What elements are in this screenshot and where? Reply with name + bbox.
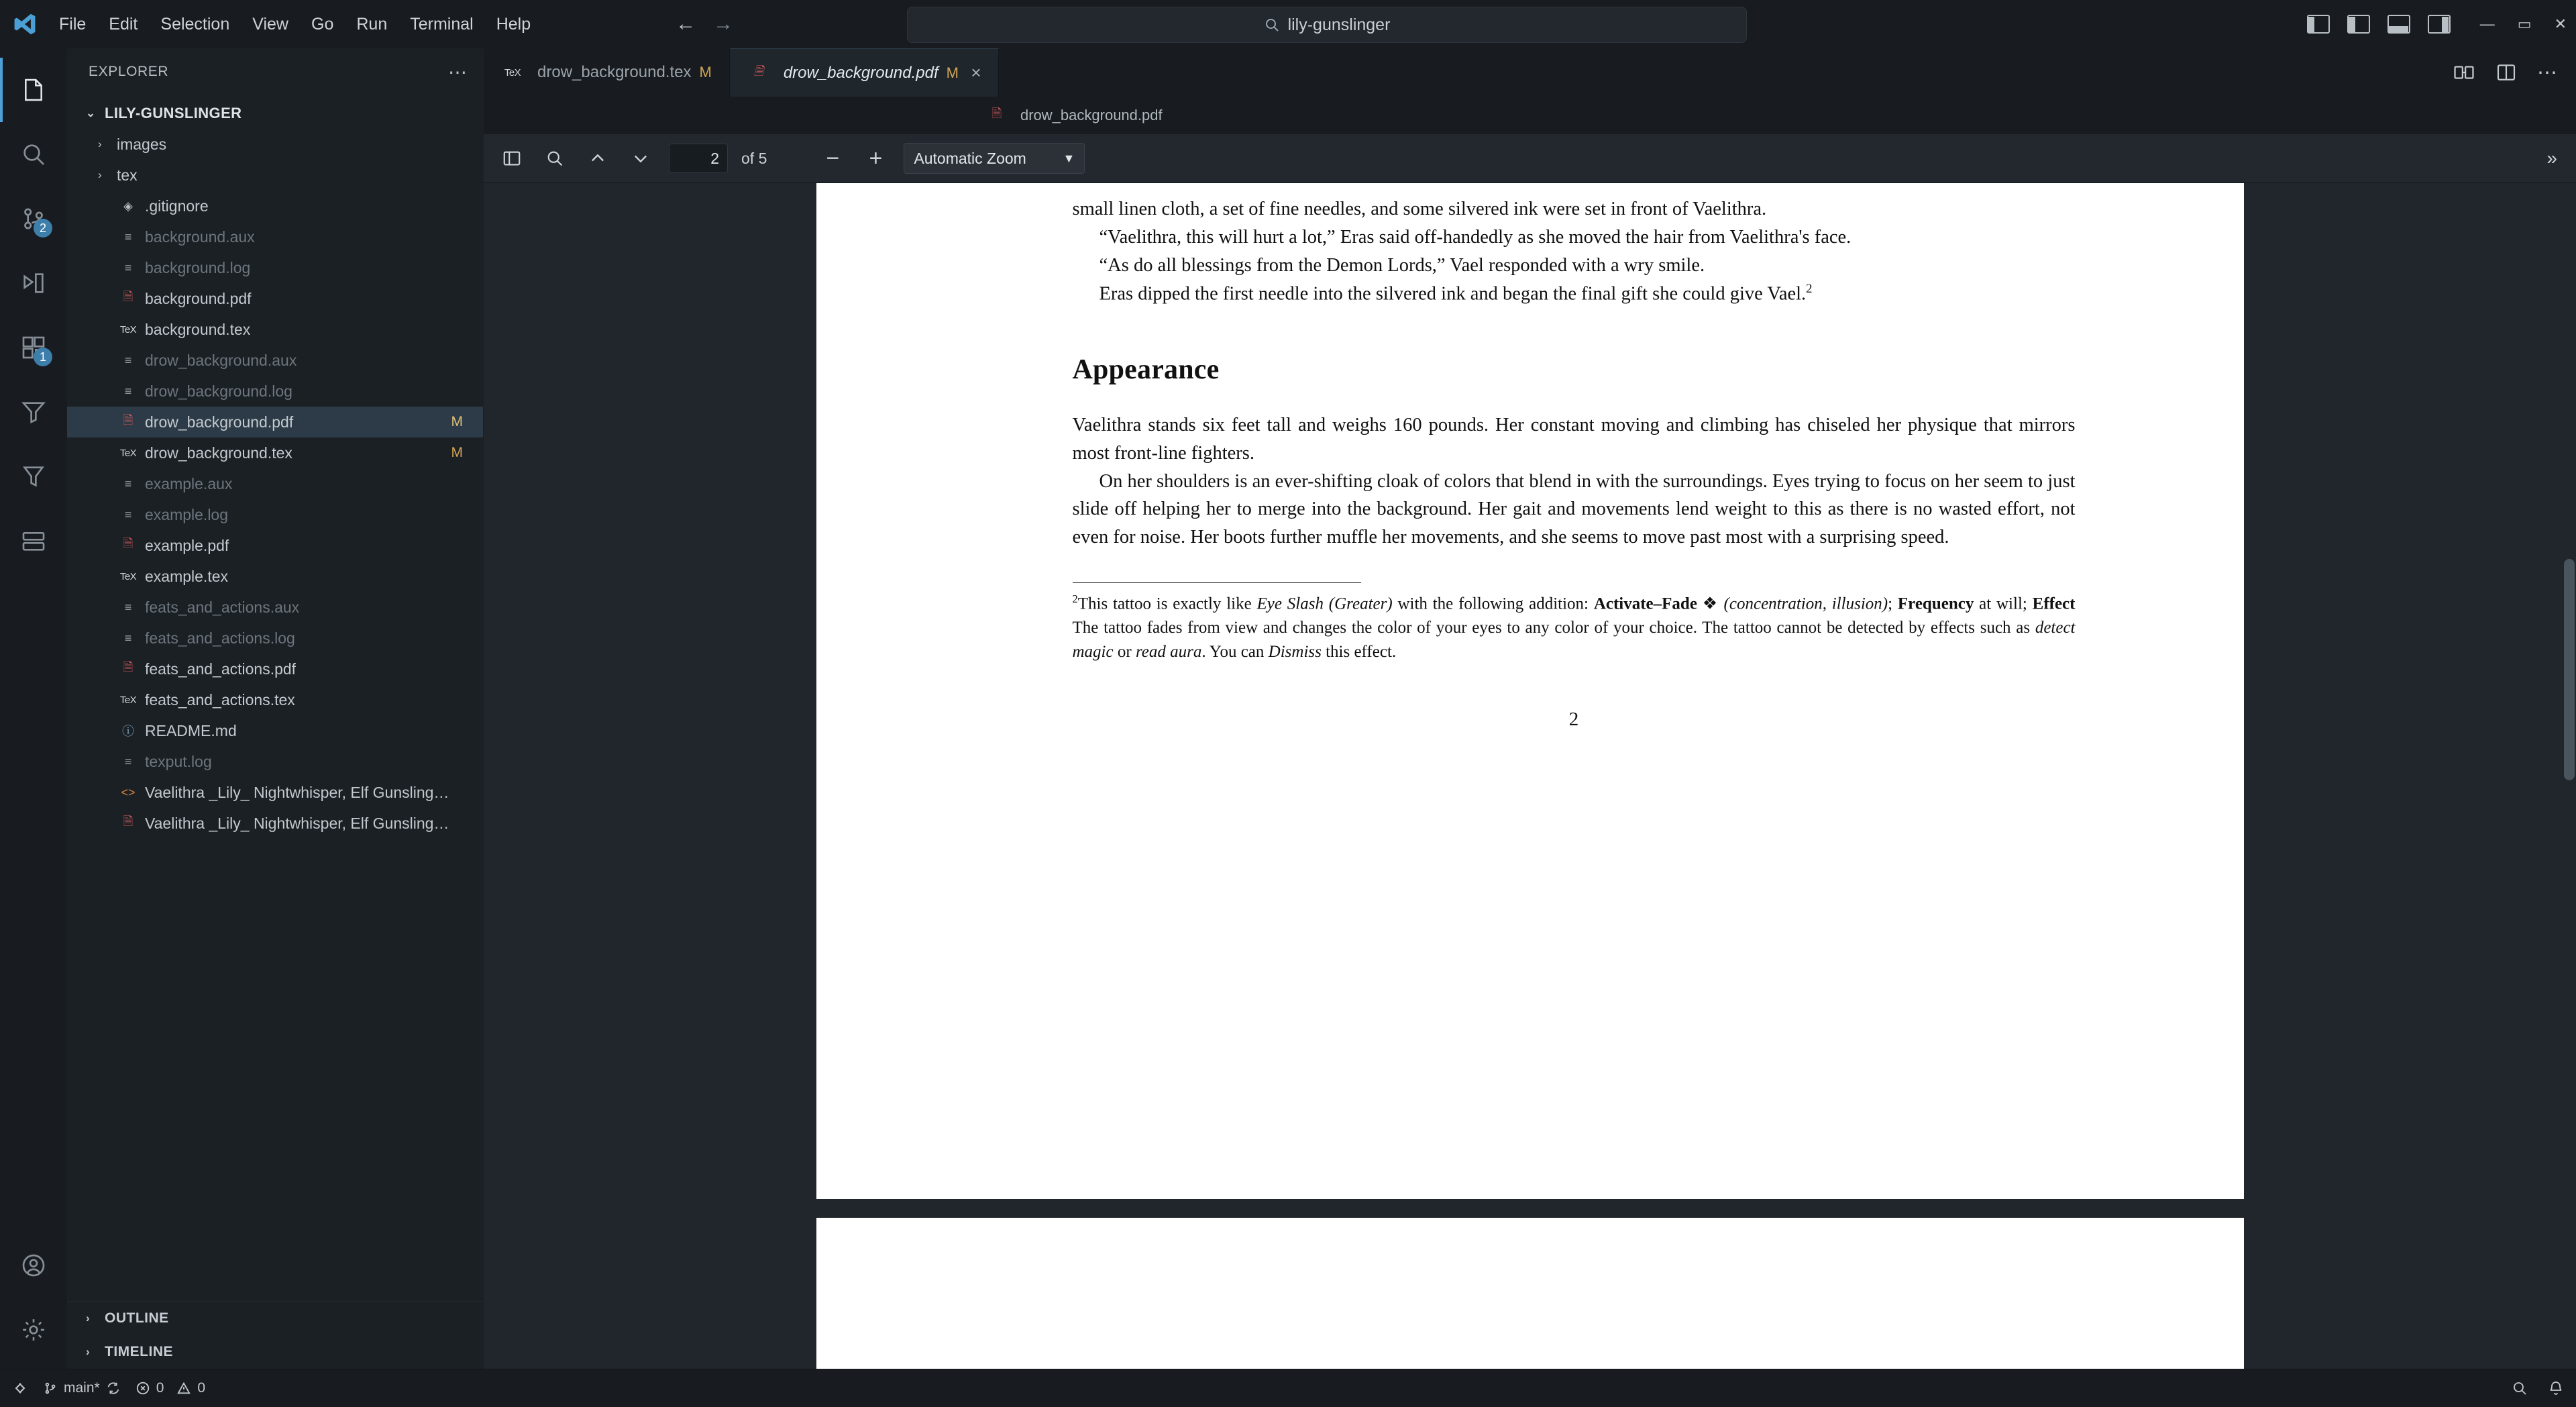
git-branch-icon <box>43 1381 58 1396</box>
title-bar <box>0 0 2576 48</box>
log-file-icon: ≡ <box>124 260 132 274</box>
breadcrumb[interactable] <box>484 97 2576 134</box>
pdf-zoom-out-button[interactable]: − <box>826 145 840 171</box>
footnote-marker: 2 <box>1806 281 1813 296</box>
more-actions-icon[interactable]: ⋯ <box>2537 61 2559 84</box>
log-file-icon: ≡ <box>124 476 132 490</box>
tree-item-label: background.pdf <box>145 289 252 307</box>
tab-label: drow_background.pdf <box>783 63 938 82</box>
pdf-find-icon[interactable] <box>540 144 570 173</box>
window-controls[interactable] <box>2480 17 2567 32</box>
doc-paragraph: small linen cloth, a set of fine needles, and some silvered ink were set in front of Vaelithra. <box>1072 199 1767 219</box>
tree-item-label: images <box>117 135 167 153</box>
tree-item-label: drow_background.pdf <box>145 413 294 431</box>
pdf-file-icon: 🗎 <box>991 107 1002 120</box>
toggle-primary-sidebar-icon[interactable] <box>2347 15 2370 34</box>
log-file-icon: ≡ <box>124 600 132 614</box>
doc-paragraph: Eras dipped the first needle into the silvered ink and began the final gift she could give Vael.$^2$ <box>1099 281 1813 305</box>
pdf-scrollbar[interactable] <box>2561 183 2576 1369</box>
vscode-logo-icon <box>7 7 43 41</box>
tree-item-feats-aux[interactable] <box>67 592 483 623</box>
tree-item-background-aux[interactable] <box>67 221 483 252</box>
tree-item-label: Vaelithra _Lily_ Nightwhisper, Elf Gunsling… <box>145 783 449 801</box>
file-tree[interactable] <box>67 95 483 1301</box>
activity-bar[interactable] <box>0 48 67 1369</box>
tree-item-background-log[interactable] <box>67 252 483 283</box>
tree-item-feats-log[interactable] <box>67 623 483 654</box>
tex-file-icon: TeX <box>119 447 137 459</box>
tree-item-example-pdf[interactable] <box>67 530 483 561</box>
tree-item-label: background.aux <box>145 227 255 246</box>
tree-item-background-tex[interactable] <box>67 314 483 345</box>
customize-layout-icon[interactable] <box>2307 15 2330 34</box>
maximize-button[interactable]: ▭ <box>2517 15 2532 32</box>
log-file-icon: ≡ <box>124 384 132 398</box>
tab-dirty-badge: M <box>946 64 959 81</box>
tree-item-label: drow_background.tex <box>145 444 292 462</box>
tree-item-feats-tex[interactable] <box>67 684 483 715</box>
status-branch[interactable] <box>43 1380 121 1396</box>
tree-root-lily-gunslinger[interactable] <box>67 98 483 129</box>
pdf-page-total-label: of 5 <box>741 149 767 167</box>
pdf-previous-page-icon[interactable] <box>583 144 612 173</box>
title-bar-right <box>2307 0 2567 48</box>
editor-tabs[interactable] <box>484 48 2576 97</box>
tree-item-background-pdf[interactable] <box>67 283 483 314</box>
toggle-secondary-sidebar-icon[interactable] <box>2428 15 2451 34</box>
doc-footnote: $^2$This tattoo is exactly like Eye Slash (Greater) with the following addition: Activate–Fade ❖ (concentration, illusion); Frequency at will; Effect The tattoo fades from view and changes the color of your eyes to any color of your choice. The tattoo cannot be detected by effects such as detect magic or read aura. You can Dismiss this effect. <box>1072 592 2076 661</box>
menu-run[interactable]: Run <box>356 14 388 34</box>
tree-item-texput-log[interactable] <box>67 746 483 777</box>
pdf-page-number-input[interactable]: 2 <box>669 144 728 173</box>
menu-go[interactable]: Go <box>311 14 334 34</box>
pdf-zoom-value: Automatic Zoom <box>914 149 1026 167</box>
tab-label: drow_background.tex <box>537 63 692 81</box>
tree-item-label: .gitignore <box>145 197 209 215</box>
pdf-page-2 <box>816 183 2244 1199</box>
tree-item-feats-pdf[interactable] <box>67 654 483 684</box>
activity-accounts[interactable] <box>0 1233 67 1298</box>
tree-item-modified-badge: M <box>451 414 463 429</box>
tree-item-drow-background-log[interactable] <box>67 376 483 407</box>
pdf-file-icon: 🗎 <box>123 660 133 674</box>
markdown-file-icon: ⓘ <box>122 725 134 738</box>
status-problems[interactable] <box>136 1380 205 1396</box>
navigation-arrows[interactable] <box>676 13 734 35</box>
tree-item-label: example.pdf <box>145 536 229 554</box>
activity-bar-bottom[interactable] <box>0 1233 67 1369</box>
tree-item-drow-background-tex[interactable] <box>67 437 483 468</box>
tex-file-icon: TeX <box>119 570 137 582</box>
minimize-button[interactable]: — <box>2479 15 2495 32</box>
tree-item-label: README.md <box>145 721 237 739</box>
log-file-icon: ≡ <box>124 353 132 367</box>
chevron-down-icon: ▼ <box>1063 151 1075 165</box>
chevron-right-icon: › <box>98 138 102 150</box>
doc-heading-appearance: Appearance <box>1072 354 1220 386</box>
bell-icon[interactable] <box>2548 1380 2564 1396</box>
pdf-zoom-select[interactable] <box>904 143 1085 174</box>
doc-paragraph: “As do all blessings from the Demon Lords,” Vael responded with a wry smile. <box>1099 254 1705 276</box>
pdf-next-page-icon[interactable] <box>626 144 655 173</box>
toggle-panel-icon[interactable] <box>2387 15 2410 34</box>
tex-file-icon: TeX <box>119 694 137 706</box>
chevron-right-icon: › <box>98 168 102 181</box>
sidebar-panels <box>67 1301 483 1369</box>
activity-source-control[interactable] <box>0 187 67 251</box>
pdf-file-icon: 🗎 <box>753 64 764 78</box>
pdf-file-icon: 🗎 <box>123 290 133 303</box>
tree-item-label: texput.log <box>145 752 212 770</box>
go-back-icon[interactable]: ← <box>676 13 696 35</box>
log-file-icon: ≡ <box>124 631 132 645</box>
status-remote-window[interactable] <box>12 1380 28 1396</box>
tab-drow-background-pdf[interactable] <box>730 48 999 97</box>
remote-window-icon <box>12 1380 28 1396</box>
chevron-right-icon: › <box>86 1345 91 1358</box>
source-control-badge: 2 <box>34 219 52 238</box>
menu-view[interactable]: View <box>252 14 288 34</box>
chevron-right-icon: › <box>86 1312 91 1324</box>
activity-testing[interactable] <box>0 444 67 509</box>
tree-item-label: feats_and_actions.pdf <box>145 660 297 678</box>
pdf-toolbar[interactable] <box>484 134 2576 183</box>
tree-item-tex[interactable] <box>67 160 483 191</box>
tex-file-icon: TeX <box>119 323 137 335</box>
doc-paragraph: On her shoulders is an ever-shifting cloak of colors that blend in with the surroundings. Eyes trying to focus on her seem to just slide off helping her to merge into the background. Her gait and movements lend weight to this as there is no wasted effort, not even for noise. Her boots further muffle her movements, and she seems to move past most with a surprising speed. <box>1072 470 2076 548</box>
pdf-file-icon: 🗎 <box>123 815 133 828</box>
tree-item-modified-badge: M <box>451 445 463 460</box>
search-status-icon[interactable] <box>2512 1380 2528 1396</box>
tree-item-label: example.log <box>145 505 229 523</box>
menu-bar[interactable] <box>48 10 541 39</box>
menu-selection[interactable]: Selection <box>160 14 230 34</box>
tree-item-label: Vaelithra _Lily_ Nightwhisper, Elf Gunsling… <box>145 814 449 832</box>
tree-item-example-aux[interactable] <box>67 468 483 499</box>
pdf-more-tools-icon[interactable]: » <box>2546 148 2557 168</box>
editor-actions[interactable] <box>2453 48 2576 97</box>
status-error-count: 0 <box>156 1380 164 1396</box>
tab-close-icon[interactable]: × <box>970 62 981 83</box>
tree-item-label: tex <box>117 166 138 184</box>
pdf-file-icon: 🗎 <box>123 537 133 550</box>
pdf-page-3 <box>816 1218 2244 1369</box>
activity-latex-workshop[interactable] <box>0 380 67 444</box>
doc-paragraph: “Vaelithra, this will hurt a lot,” Eras said off-handedly as she moved the hair from Vaelithra's face. <box>1099 226 1851 248</box>
status-branch-label: main* <box>64 1380 100 1396</box>
menu-file[interactable]: File <box>59 14 87 34</box>
chevron-down-icon: ⌄ <box>86 107 96 119</box>
breadcrumb-label: drow_background.pdf <box>1020 107 1163 123</box>
menu-terminal[interactable]: Terminal <box>410 14 474 34</box>
tree-item-vaelithra-pdf[interactable] <box>67 808 483 839</box>
workbench <box>0 48 2576 1369</box>
latex-sync-icon[interactable] <box>2453 61 2475 84</box>
explorer-more-actions-icon[interactable]: ⋯ <box>448 61 468 83</box>
footnote-number: 2 <box>1072 592 1078 606</box>
tree-item-example-log[interactable] <box>67 499 483 530</box>
go-forward-icon[interactable]: → <box>713 13 734 35</box>
tree-item-label: drow_background.aux <box>145 351 297 369</box>
tab-dirty-badge: M <box>699 64 712 81</box>
extensions-badge: 1 <box>34 348 52 366</box>
activity-search[interactable] <box>0 122 67 187</box>
warning-icon <box>176 1381 191 1396</box>
tree-item-gitignore[interactable] <box>67 191 483 221</box>
error-icon <box>136 1381 150 1396</box>
activity-run-and-debug[interactable] <box>0 251 67 315</box>
pdf-viewer <box>484 134 2576 1369</box>
tree-item-drow-background-aux[interactable] <box>67 345 483 376</box>
panel-timeline[interactable] <box>67 1335 483 1369</box>
explorer-sidebar <box>67 48 484 1369</box>
status-warning-count: 0 <box>197 1380 206 1396</box>
tree-item-drow-background-pdf[interactable] <box>67 407 483 437</box>
search-icon <box>1264 17 1280 33</box>
menu-help[interactable]: Help <box>496 14 531 34</box>
editor-group <box>484 48 2576 1369</box>
tree-item-example-tex[interactable] <box>67 561 483 592</box>
doc-paragraph: Vaelithra stands six feet tall and weighs 160 pounds. Her constant moving and climbing has chiseled her physique that mirrors most front-line fighters. <box>1072 414 2076 464</box>
log-file-icon: ≡ <box>124 507 132 521</box>
tree-item-label: example.tex <box>145 567 229 585</box>
panel-outline[interactable] <box>67 1302 483 1335</box>
tree-item-vaelithra-code[interactable] <box>67 777 483 808</box>
tree-item-label: feats_and_actions.tex <box>145 690 295 709</box>
tree-item-label: example.aux <box>145 474 233 492</box>
pdf-page-content <box>1073 183 2076 734</box>
pdf-scroll-container[interactable] <box>484 183 2576 1369</box>
tab-drow-background-tex[interactable] <box>484 48 730 97</box>
tree-item-label: feats_and_actions.aux <box>145 598 300 616</box>
close-button[interactable]: ✕ <box>2554 15 2567 32</box>
tree-item-readme[interactable] <box>67 715 483 746</box>
split-editor-icon[interactable] <box>2496 62 2517 83</box>
pdf-zoom-in-button[interactable]: + <box>869 145 883 171</box>
pdf-file-icon: 🗎 <box>123 413 133 427</box>
log-file-icon: ≡ <box>124 754 132 768</box>
tex-file-icon: TeX <box>504 66 521 79</box>
tree-item-label: background.tex <box>145 320 251 338</box>
explorer-title: EXPLORER <box>89 64 169 79</box>
activity-settings[interactable] <box>0 1298 67 1362</box>
sidebar-toggle-icon[interactable] <box>497 144 527 173</box>
tree-item-label: feats_and_actions.log <box>145 629 295 647</box>
footnote-separator <box>1073 582 1361 583</box>
activity-extensions[interactable] <box>0 315 67 380</box>
menu-edit[interactable]: Edit <box>109 14 138 34</box>
quick-open-value: lily-gunslinger <box>1287 15 1391 34</box>
code-file-icon: <> <box>121 785 136 799</box>
status-bar[interactable] <box>0 1369 2576 1407</box>
quick-open-search[interactable] <box>907 7 1747 43</box>
tree-item-label: background.log <box>145 258 251 276</box>
tree-item-label: drow_background.log <box>145 382 292 400</box>
git-file-icon: ◈ <box>123 199 133 213</box>
status-bar-right[interactable] <box>2512 1380 2564 1396</box>
panel-timeline-label: TIMELINE <box>105 1344 173 1359</box>
explorer-header <box>67 48 483 95</box>
pdf-scrollbar-thumb[interactable] <box>2564 559 2575 780</box>
panel-outline-label: OUTLINE <box>105 1310 169 1326</box>
activity-remote-explorer[interactable] <box>0 509 67 573</box>
tree-item-images[interactable] <box>67 129 483 160</box>
activity-explorer[interactable] <box>0 58 67 122</box>
sync-icon[interactable] <box>106 1381 121 1396</box>
log-file-icon: ≡ <box>124 229 132 244</box>
tree-root-label: LILY-GUNSLINGER <box>105 105 242 121</box>
doc-page-number: 2 <box>1568 709 1579 731</box>
